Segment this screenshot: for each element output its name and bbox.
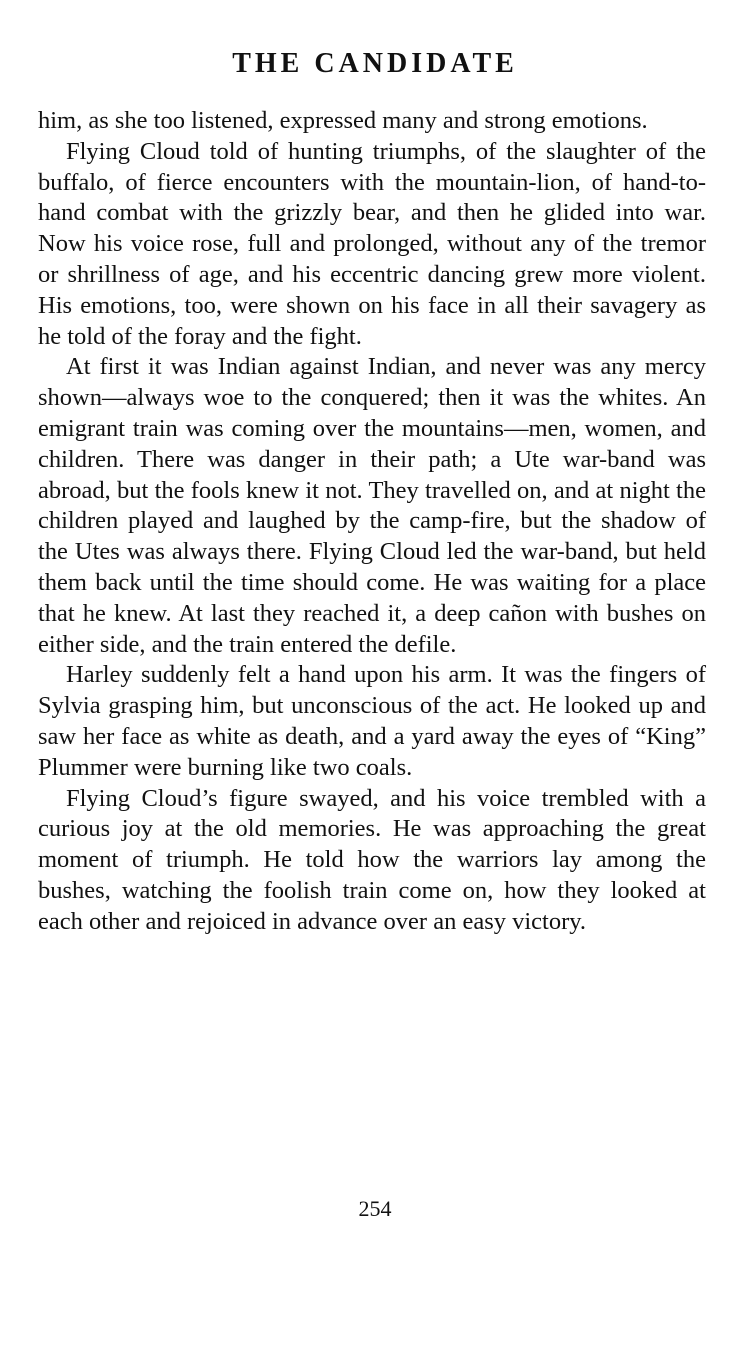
- body-text: [38, 106, 706, 938]
- paragraph: Flying Cloud told of hunting triumphs, of the slaughter of the buffalo, of fierce encounters with the mountain-lion, of hand-to-hand combat with the grizzly bear, and then he glided into war. Now his voice rose, full and prolonged, without any of the tremor or shrillness of age, and his eccentric dancing grew more violent. His emotions, too, were shown on his face in all their savagery as he told of the foray and the fight.: [38, 137, 706, 350]
- paragraph-continued: him, as she too listened, expressed many and strong emotions.: [38, 107, 648, 134]
- paragraph: At first it was Indian against Indian, and never was any mercy shown—always woe to the conquered; then it was the whites. An emigrant train was coming over the mountains—men, women, and children. There was danger in their path; a Ute war-band was abroad, but the fools knew it not. They travelled on, and at night the children played and laughed by the camp-fire, but the shadow of the Utes was always there. Flying Cloud led the war-band, but held them back until the time should come. He was waiting for a place that he knew. At last they reached it, a deep cañon with bushes on either side, and the train entered the defile.: [38, 353, 706, 658]
- running-head: THE CANDIDATE: [232, 48, 518, 79]
- paragraph: Harley suddenly felt a hand upon his arm. It was the fingers of Sylvia grasping him, but unconscious of the act. He looked up and saw her face as white as death, and a yard away the eyes of “King” Plummer were burning like two coals.: [38, 661, 706, 781]
- page-number: 254: [358, 1196, 392, 1221]
- paragraph: Flying Cloud’s figure swayed, and his voice trembled with a curious joy at the old memories. He was approaching the great moment of triumph. He told how the warriors lay among the bushes, watching the foolish train come on, how they looked at each other and rejoiced in advance over an easy victory.: [38, 784, 706, 935]
